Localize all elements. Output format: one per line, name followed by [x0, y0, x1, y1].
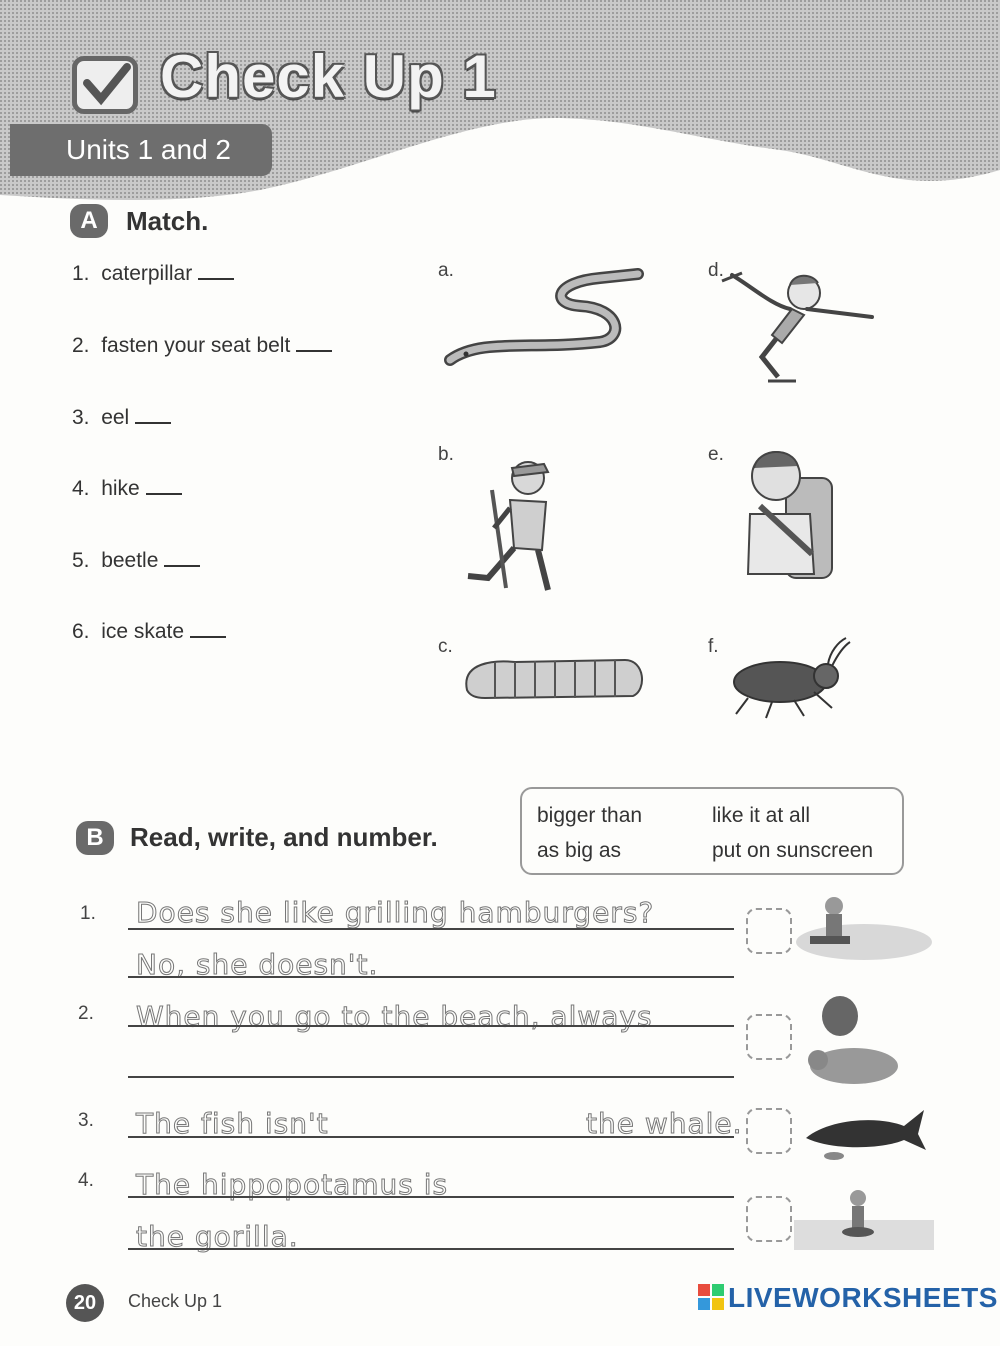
writing-line[interactable]: [128, 928, 734, 930]
page-number: 20: [66, 1284, 104, 1322]
match-item-4: 4. hike: [72, 477, 182, 501]
question-4-line-1: The hippopotamus is: [136, 1168, 449, 1201]
question-3-line-1b: the whale.: [586, 1107, 743, 1140]
question-1-line-2: No, she doesn't.: [136, 948, 379, 981]
writing-line[interactable]: [128, 1248, 734, 1250]
footer-label: Check Up 1: [128, 1291, 223, 1311]
match-item-3: 3. eel: [72, 406, 171, 430]
answer-blank[interactable]: [135, 422, 171, 424]
answer-blank[interactable]: [164, 565, 200, 567]
answer-blank[interactable]: [198, 278, 234, 280]
word-bank-item: like it at all: [712, 804, 811, 827]
header-banner: [0, 0, 1000, 220]
question-number-2: 2.: [78, 1003, 94, 1024]
match-item-1: 1. caterpillar: [72, 262, 234, 286]
picture-label-a: a.: [438, 260, 454, 281]
question-1-line-1: Does she like grilling hamburgers?: [136, 896, 655, 929]
question-number-4: 4.: [78, 1170, 94, 1191]
answer-blank[interactable]: [296, 350, 332, 352]
question-4-line-2: the gorilla.: [136, 1220, 299, 1253]
grilling-picture: [794, 892, 934, 962]
liveworksheets-brand: LIVEWORKSHEETS: [728, 1282, 998, 1313]
section-b-title: Read, write, and number.: [130, 822, 438, 852]
match-item-5: 5. beetle: [72, 549, 200, 573]
question-number-1: 1.: [80, 903, 96, 924]
number-answer-box[interactable]: [746, 1196, 792, 1242]
beetle-illustration: [728, 636, 853, 721]
hiker-illustration: [458, 450, 568, 600]
writing-line[interactable]: [128, 976, 734, 978]
writing-line[interactable]: [128, 1136, 734, 1138]
number-answer-box[interactable]: [746, 1108, 792, 1154]
section-b-badge: B: [76, 821, 114, 855]
eel-illustration: [440, 268, 650, 378]
writing-line[interactable]: [128, 1076, 734, 1078]
ice-skater-illustration: [712, 265, 882, 390]
gorilla-hippo-picture: [806, 994, 910, 1090]
beach-sunscreen-picture: [794, 1180, 934, 1252]
writing-line[interactable]: [128, 1196, 734, 1198]
question-3-line-1a: The fish isn't: [136, 1107, 329, 1140]
picture-label-b: b.: [438, 444, 454, 465]
question-2-line-1: When you go to the beach, always: [136, 1000, 653, 1033]
match-item-2: 2. fasten your seat belt: [72, 334, 332, 358]
picture-label-d: d.: [708, 260, 724, 281]
word-bank-item: as big as: [537, 839, 622, 862]
number-answer-box[interactable]: [746, 908, 792, 954]
whale-fish-picture: [800, 1104, 930, 1164]
check-icon: [72, 56, 138, 114]
word-bank-item: bigger than: [537, 804, 643, 827]
question-number-3: 3.: [78, 1110, 94, 1131]
caterpillar-illustration: [455, 650, 650, 710]
writing-line[interactable]: [128, 1025, 734, 1027]
section-a-title: Match.: [126, 206, 209, 236]
number-answer-box[interactable]: [746, 1014, 792, 1060]
match-item-6: 6. ice skate: [72, 620, 226, 644]
answer-blank[interactable]: [190, 636, 226, 638]
word-bank-item: put on sunscreen: [712, 839, 874, 862]
page-title: Check Up 1: [160, 43, 497, 110]
section-a-badge: A: [70, 204, 108, 238]
units-label: Units 1 and 2: [66, 134, 231, 165]
answer-blank[interactable]: [146, 493, 182, 495]
picture-label-c: c.: [438, 636, 453, 657]
liveworksheets-logo-icon: [698, 1284, 726, 1312]
picture-label-e: e.: [708, 444, 724, 465]
picture-label-f: f.: [708, 636, 719, 657]
seat-belt-illustration: [740, 444, 840, 589]
